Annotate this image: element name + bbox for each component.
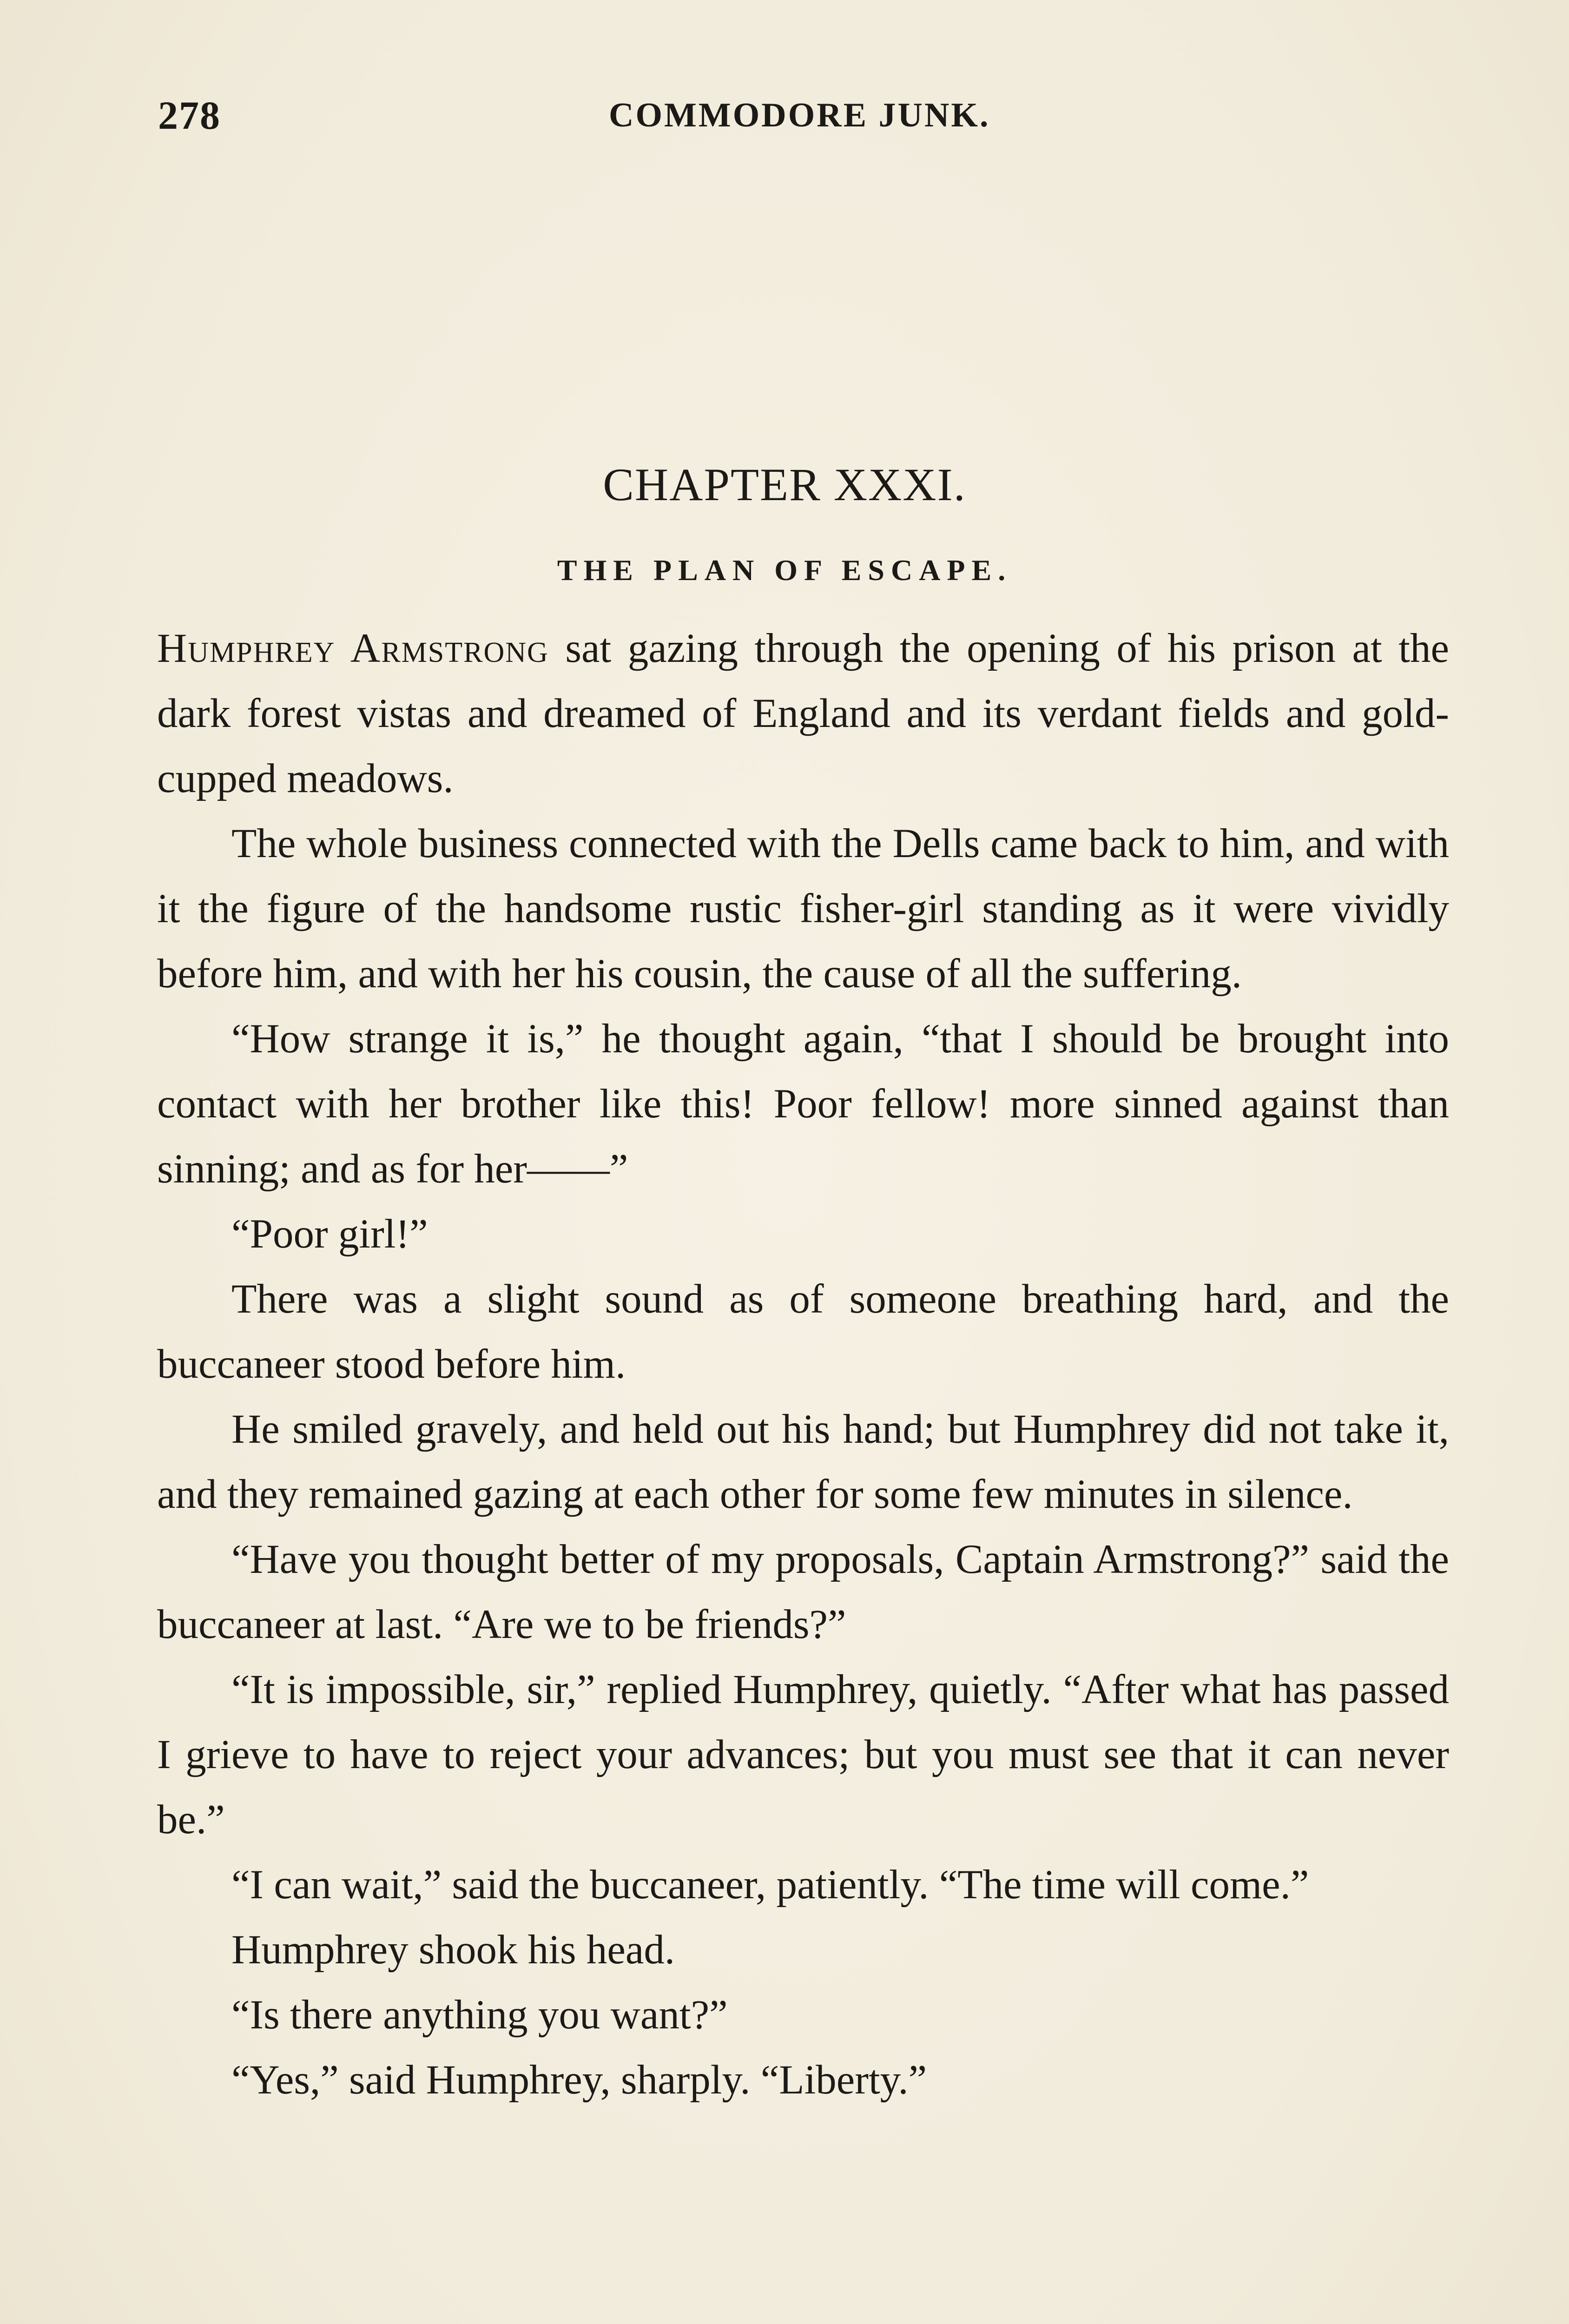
paragraph-7: “Have you thought better of my proposals, Captain Armstrong?” said the buccaneer at last. “Are we to be friends?”	[157, 1537, 1449, 1647]
paragraph-9: “I can wait,” said the buccaneer, patiently. “The time will come.”	[231, 1862, 1309, 1908]
paragraph-11: “Is there anything you want?”	[231, 1992, 728, 2038]
paragraph-1-text: sat gazing through the opening of his prison at the dark forest vistas and dreamed of England and its verdant fields and gold-cupped meadows.	[157, 626, 1449, 801]
body-text	[157, 616, 1449, 2113]
paragraph-2: The whole business connected with the Dells came back to him, and with it the figure of the handsome rustic fisher-girl standing as it were vividly before him, and with her his cousin, the cause of all the suffering.	[157, 821, 1449, 997]
paragraph-4: “Poor girl!”	[231, 1211, 428, 1257]
paragraph-3: “How strange it is,” he thought again, “that I should be brought into contact with her brother like this! Poor fellow! more sinned against than sinning; and as for her——”	[157, 1016, 1449, 1192]
lead-in-name: Humphrey Armstrong	[157, 626, 549, 671]
running-title: COMMODORE JUNK.	[609, 96, 990, 134]
paragraph-6: He smiled gravely, and held out his hand; but Humphrey did not take it, and they remained gazing at each other for some few minutes in silence.	[157, 1406, 1449, 1517]
page-number: 278	[158, 93, 221, 138]
paragraph-8: “It is impossible, sir,” replied Humphrey, quietly. “After what has passed I grieve to have to reject your advances; but you must see that it can never be.”	[157, 1667, 1449, 1842]
paragraph-10: Humphrey shook his head.	[231, 1927, 675, 1973]
chapter-subtitle: THE PLAN OF ESCAPE.	[557, 554, 1012, 587]
paragraph-5: There was a slight sound as of someone breathing hard, and the buccaneer stood before him.	[157, 1276, 1449, 1387]
paragraph-12: “Yes,” said Humphrey, sharply. “Liberty.”	[231, 2057, 927, 2103]
paragraph-1	[157, 616, 1449, 811]
running-head	[158, 92, 1448, 139]
chapter-title: CHAPTER XXXI.	[603, 459, 966, 510]
